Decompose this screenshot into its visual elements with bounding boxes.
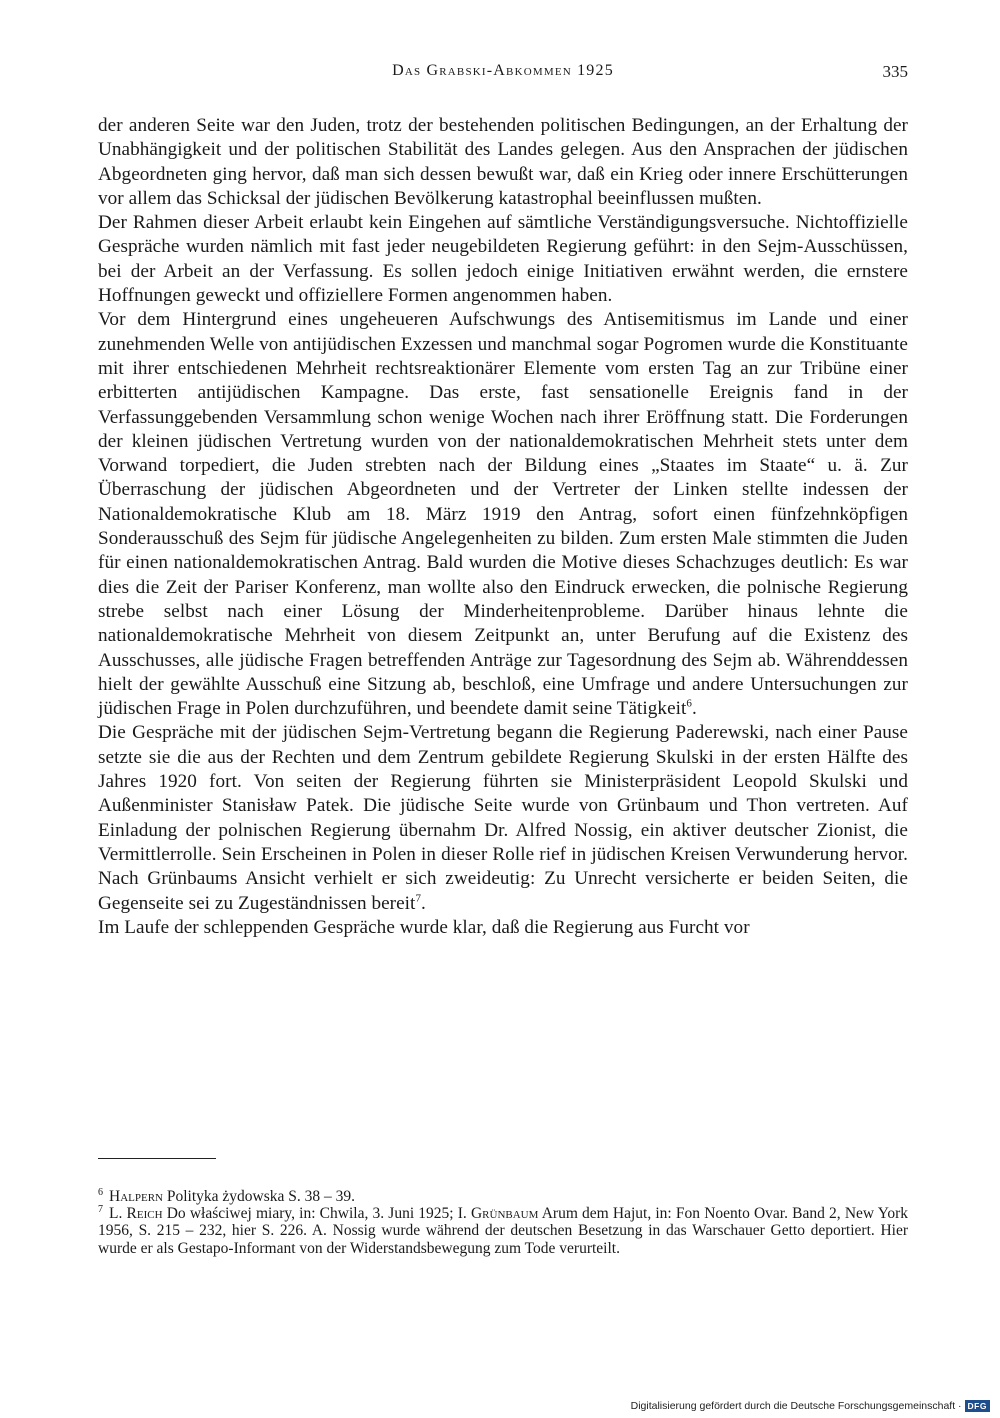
footnote-7-initial: L. [109,1205,123,1223]
running-title: Das Grabski-Abkommen 1925 [392,62,614,79]
paragraph-4 [98,721,908,915]
footnote-6-number: 6 [98,1186,103,1198]
dfg-logo: DFG [965,1400,990,1412]
footnotes [98,1188,908,1257]
footnote-divider [98,1158,216,1159]
footnote-6-author: Halpern [109,1188,163,1205]
footnote-ref-7[interactable]: 7 [415,892,421,905]
footnote-7-author-2: Grünbaum [470,1205,539,1223]
paragraph-3-end: . [691,698,697,720]
footnote-6-text: Polityka żydowska S. 38 – 39. [166,1188,356,1205]
paragraph-4-end: . [421,892,426,914]
paragraph-3 [98,308,908,721]
digitization-credit [631,1400,990,1412]
credit-text: Digitalisierung gefördert durch die Deutsche Forschungsgemeinschaft · [630,1400,962,1412]
footnote-7-text-2: Arum dem Hajut, in: Fon Noento Ovar. Band 2, New York 1956, S. 215 – 232, hier S. 226. A. Nossig wurde während der deutschen Besetzung in das Warschauer Getto deportiert. Hier wurde er als Gestapo-Informant von der Widerstandsbewegung zum Tode verurteilt. [98,1205,908,1257]
footnote-7-number: 7 [98,1204,103,1216]
paragraph-1: der anderen Seite war den Juden, trotz der bestehenden politischen Bedingungen, an der Erhaltung der Unabhängigkeit und der politischen Stabilität des Landes gelegen. Aus den Ansprachen der jüdischen Abgeordneten ging hervor, daß man sich dessen bewußt war, daß ein Krieg oder innere Erschütterungen vor allem das Schicksal der jüdischen Bevölkerung katastrophal beeinflussen mußten. [98,115,908,209]
page-number: 335 [882,62,908,81]
footnote-ref-6[interactable]: 6 [686,697,692,710]
paragraph-3-text: Vor dem Hintergrund eines ungeheueren Aufschwungs des Antisemitismus im Lande und einer zunehmenden Welle von antijüdischen Exzessen und manchmal sogar Pogromen wurde die Konstituante mit ihrer entschiedenen Mehrheit rechtsreaktionärer Elemente vom ersten Tag an zur Tribüne einer erbitterten antijüdischen Kampagne. Das erste, fast sensationelle Ereignis fand in der Verfassunggebenden Versammlung schon wenige Wochen nach ihrer Eröffnung statt. Die Forderungen der kleinen jüdischen Vertretung wurden von der nationaldemokratischen Mehrheit stets unter dem Vorwand torpediert, die Juden strebten nach der Bildung eines „Staates im Staate“ u. ä. Zur Überraschung der jüdischen Abgeordneten und der Vertreter der Linken stellte indessen der Nationaldemokratische Klub am 18. März 1919 den Antrag, sofort einen fünfzehnköpfigen Sonderausschuß des Sejm für jüdische Angelegenheiten zu bilden. Zum ersten Male stimmten die Juden für einen nationaldemokratischen Antrag. Bald wurden die Motive dieses Schachzuges deutlich: Es war dies die Zeit der Pariser Konferenz, man wollte also den Eindruck erwecken, die polnische Regierung strebe selbst nach einer Lösung der Minderheitenprobleme. Darüber hinaus lehnte die nationaldemokratische Mehrheit von diesem Zeitpunkt an, unter Berufung auf die Existenz des Ausschusses, alle jüdische Fragen betreffenden Anträge zur Tagesordnung des Sejm ab. Währenddessen hielt der gewählte Ausschuß eine Sitzung ab, beschloß, eine Umfrage und andere Untersuchungen zur jüdischen Frage in Polen durchzuführen, und beendete damit seine Tätigkeit [98,309,908,720]
paragraph-2: Der Rahmen dieser Arbeit erlaubt kein Eingehen auf sämtliche Verständigungsversuche. Nichtoffizielle Gespräche wurden nämlich mit fast jeder neugebildeten Regierung geführt: in den Sejm-Ausschüssen, bei der Arbeit an der Verfassung. Es sollen jedoch einige Initiativen erwähnt werden, die ernstere Hoffnungen geweckt und offiziellere Formen angenommen haben. [98,212,908,307]
paragraph-4-text: Die Gespräche mit der jüdischen Sejm-Vertretung begann die Regierung Paderewski, nach einer Pause setzte sie die aus der Rechten und dem Zentrum gebildete Regierung Skulski in der ersten Hälfte des Jahres 1920 fort. Von seiten der Regierung führten sie Ministerpräsident Leopold Skulski und Außenminister Stanisław Patek. Die jüdische Seite wurde von Grünbaum und Thon vertreten. Auf Einladung der polnischen Regierung übernahm Dr. Alfred Nossig, ein aktiver deutscher Zionist, die Vermittlerrolle. Sein Erscheinen in Polen in dieser Rolle rief in jüdischen Kreisen Verwunderung hervor. Nach Grünbaums Ansicht verhielt er sich zweideutig: Zu Unrecht versicherte er beiden Seiten, die Gegenseite sei zu Zugeständnissen bereit [98,722,908,914]
body-text [98,114,908,940]
footnote-7-author-1: Reich [126,1205,163,1223]
page-header [98,62,908,86]
paragraph-5: Im Laufe der schleppenden Gespräche wurde klar, daß die Regierung aus Furcht vor [98,916,750,938]
footnote-7 [98,1205,908,1257]
footnote-6 [98,1188,908,1205]
footnote-7-text-1: Do właściwej miary, in: Chwila, 3. Juni 1925; I. [166,1205,467,1223]
